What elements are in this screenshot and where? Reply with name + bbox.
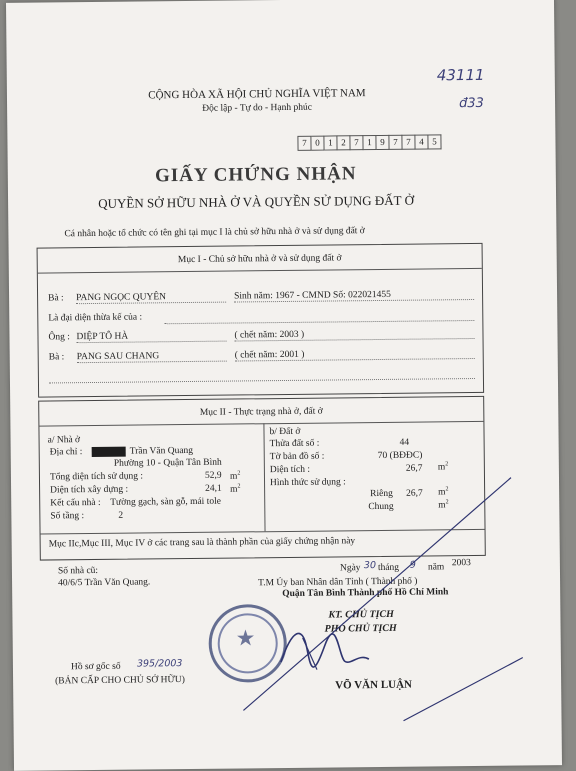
redaction-mark — [92, 447, 126, 457]
document-title: GIẤY CHỨNG NHẬN — [154, 163, 357, 187]
original-no-label: Hồ sơ gốc số — [70, 661, 121, 673]
nation-heading: CỘNG HÒA XÃ HỘI CHỦ NGHĨA VIỆT NAM — [148, 87, 366, 102]
committee-line-2: Quận Tân Bình Thành phố Hồ Chí Minh — [282, 587, 449, 600]
committee-line-1: T.M Ủy ban Nhân dân Tỉnh ( Thành phố ) — [258, 576, 418, 589]
parcel-value: 44 — [399, 437, 410, 448]
deceased-2-name: PANG SAU CHANG — [77, 351, 227, 364]
handwritten-note: đ33 — [458, 95, 484, 112]
heir-label: Là đại diện thừa kế của : — [48, 312, 143, 324]
owner-info: Sinh năm: 1967 - CMND Số: 022021455 — [234, 289, 474, 303]
intro-text: Cá nhân hoặc tổ chức có tên ghi tại mục I là chủ sở hữu nhà ở và sử dụng đất ở — [64, 226, 365, 240]
deceased-2-note: ( chết năm: 2001 ) — [235, 348, 475, 362]
section-2-heading: Mục II - Thực trạng nhà ở, đất ở — [199, 406, 323, 418]
date-month: 9 — [409, 559, 417, 571]
official-seal-stamp: ★ — [208, 604, 287, 683]
owner-name: PANG NGỌC QUYÊN — [76, 292, 226, 305]
role-2: PHÓ CHỦ TỊCH — [324, 622, 397, 635]
total-area-value: 52,9 — [204, 470, 222, 481]
original-no: 395/2003 — [136, 658, 183, 670]
land-area-value: 26,7 — [405, 463, 423, 474]
build-area-value: 24,1 — [205, 483, 222, 494]
document-subtitle: QUYỀN SỞ HỮU NHÀ Ở VÀ QUYỀN SỬ DỤNG ĐẤT Ở — [98, 192, 415, 211]
date-day: 30 — [363, 560, 377, 572]
section-1-box: Mục I - Chủ sở hữu nhà ở và sử dụng đất ở Bà : PANG NGỌC QUYÊN Sinh năm: 1967 - CMND Số: 022021455 Là đại diện thừa kế của : Ông : DIỆP TÔ HÀ ( chết năm: 2003 ) Bà : PANG SAU CHANG ( chết năm: 2001 ) — [37, 243, 485, 398]
map-value: 70 (BĐĐC) — [377, 450, 423, 462]
section-2-box: Mục II - Thực trạng nhà ở, đất ở a/ Nhà ở Địa chỉ : Trần Văn Quang Phường 10 - Quận Tân Bình Tổng diện tích sử dụng : 52,9 $m^2$ Diện tích xây dựng : 24,1 $m^2$ Kết cấu nhà : Tường gạch, sàn gỗ, mái tole Số tầng : 2 b/ Đất ở Thửa đất số : 44 Tờ bản đồ số : 70 (BĐĐC) Diện tích : 26,7 $m^2$ Hình thức sử dụng : Riêng 26,7 $m^2$ Chung $m^2$ Mục IIc,Mục III, Mục IV ở các trang sau là thành phần của giấy chứng nhận này — [38, 396, 486, 561]
serial-number: 7 0 1 2 7 1 9 7 7 4 5 — [297, 134, 441, 151]
footer-note: Mục IIc,Mục III, Mục IV ở các trang sau là thành phần của giấy chứng nhận này — [48, 536, 356, 550]
date-year: 2003 — [451, 558, 471, 569]
house-address-line1: Trần Văn Quang — [129, 445, 194, 457]
deceased-1-name: DIỆP TÔ HÀ — [76, 331, 226, 344]
copy-note: (BẢN CẤP CHO CHỦ SỞ HỮU) — [55, 675, 185, 687]
section-1-heading: Mục I - Chủ sở hữu nhà ở và sử dụng đất ở — [177, 253, 342, 266]
floors-value: 2 — [118, 510, 124, 521]
motto: Độc lập - Tự do - Hạnh phúc — [202, 102, 313, 114]
old-address: 40/6/5 Trần Văn Quang. — [58, 577, 151, 589]
diagonal-pen-strokes — [101, 468, 524, 732]
old-number-label: Số nhà cũ: — [57, 565, 99, 577]
deceased-1-note: ( chết năm: 2003 ) — [234, 328, 474, 342]
role-1: KT. CHỦ TỊCH — [328, 608, 394, 621]
certificate-page: 43111 đ33 CỘNG HÒA XÃ HỘI CHỦ NGHĨA VIỆT NAM Độc lập - Tự do - Hạnh phúc 7 0 1 2 7 1 9 7 7 4 5 GIẤY CHỨNG NHẬN QUYỀN SỞ HỮU NHÀ Ở VÀ QUYỀN SỬ DỤNG ĐẤT Ở Cá nhân hoặc tổ chức có tên ghi tại mục I là chủ sở hữu nhà ở và sử dụng đất ở Mục I - Chủ sở hữu nhà ở và sử dụng đất ở Bà : PANG NGỌC QUYÊN Sinh năm: 1967 - CMND Số: 022021455 Là đại diện thừa kế của : Ông : DIỆP TÔ HÀ ( chết năm: 2003 ) Bà : PANG SAU CHANG ( chết năm: 2001 ) Mục II - Thực trạng nhà ở, đất ở a/ Nhà ở Địa chỉ : Trần Văn Quang Phường 10 - Quận Tân Bình Tổng diện tích sử dụng : 52,9 $m^2$ Diện tích xây dựng : 24,1 $m^2$ Kết cấu nhà : Tường gạch, sàn gỗ, mái tole Số tầng : 2 b/ Đất ở Thửa đất số : 44 Tờ bản đồ số : 70 (BĐĐC) Diện tích : 26,7 $m^2$ Hình thức sử dụng : Riêng 26,7 $m^2$ Chung $m^2$ Mục IIc,Mục III, Mục IV ở các trang sau là thành phần của giấy chứng nhận này Số nhà cũ: 40/6/5 Trần Văn Quang. Ngày 30 tháng 9 năm 2003 T.M Ủy ban Nhân dân Tỉnh ( Thành phố ) Quận Tân Bình Thành phố Hồ Chí Minh KT. CHỦ TỊCH PHÓ CHỦ TỊCH ★ VÕ VĂN LUẬN Hồ sơ gốc số 395/2003 (BẢN CẤP CHO CHỦ SỞ HỮU) — [6, 0, 562, 771]
private-area-value: 26,7 — [406, 488, 423, 499]
signer-name: VÕ VĂN LUẬN — [335, 678, 413, 692]
structure-value: Tường gạch, sàn gỗ, mái tole — [110, 496, 221, 508]
handwritten-note: 43111 — [436, 65, 485, 85]
house-address-line2: Phường 10 - Quận Tân Bình — [113, 457, 222, 469]
